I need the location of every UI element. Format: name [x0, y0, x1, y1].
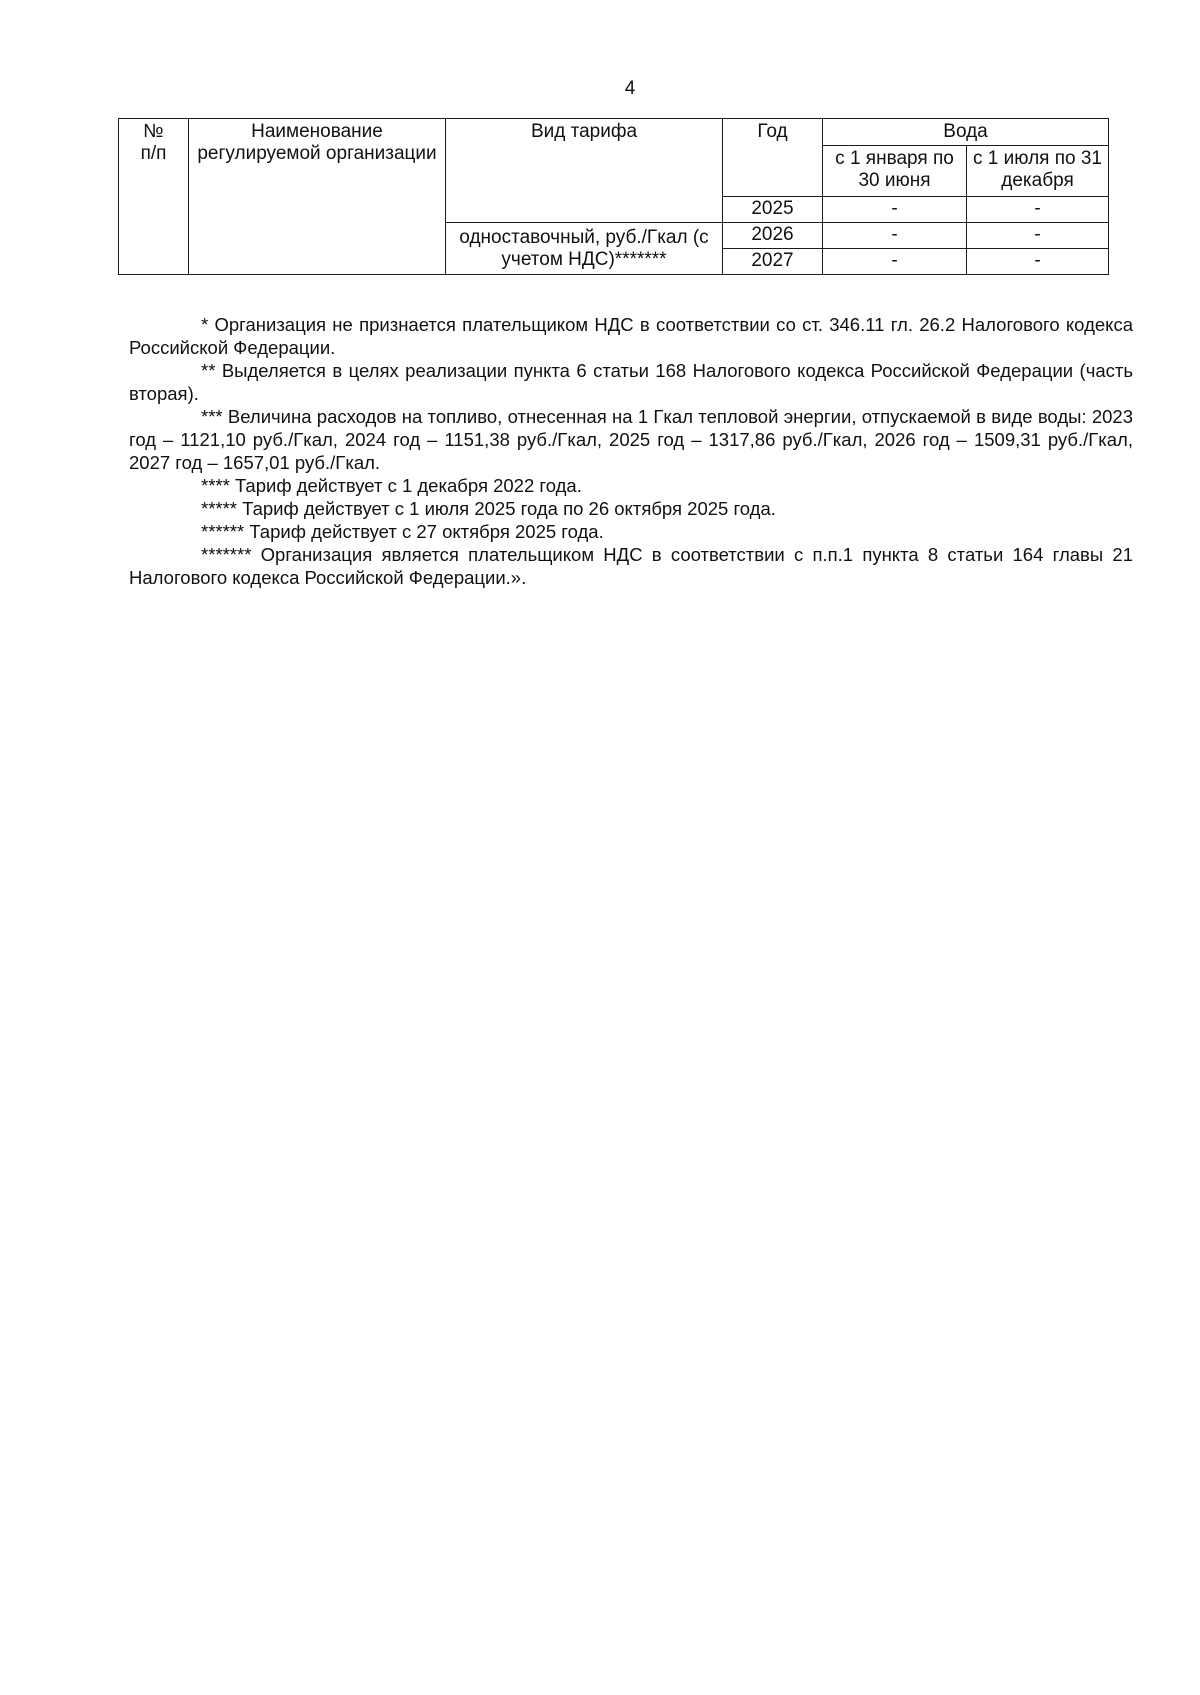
header-water-label: Вода	[943, 121, 988, 142]
period2-cell: -	[967, 249, 1109, 275]
table-header-row	[119, 119, 1109, 146]
header-period1	[823, 146, 967, 197]
header-num	[119, 119, 189, 223]
footnote: ******* Организация является плательщиком НДС в соответствии с п.п.1 пункта 8 статьи 164 главы 21 Налогового кодекса Российской Федерации.».	[129, 544, 1133, 588]
period1-cell: -	[823, 249, 967, 275]
tariff-label-cell: одноставочный, руб./Гкал (с учетом НДС)*******	[446, 223, 723, 275]
period1-cell: -	[823, 223, 967, 249]
period2-cell: -	[967, 197, 1109, 223]
period1-cell: -	[823, 197, 967, 223]
header-org	[189, 119, 446, 223]
table-row	[119, 223, 1109, 249]
header-water	[823, 119, 1109, 146]
footnote: ** Выделяется в целях реализации пункта 6 статьи 168 Налогового кодекса Российской Федерации (часть вторая).	[129, 360, 1133, 404]
footnote: * Организация не признается плательщиком НДС в соответствии со ст. 346.11 гл. 26.2 Налогового кодекса Российской Федерации.	[129, 314, 1133, 358]
year-cell: 2027	[723, 249, 823, 275]
header-year-label: Год	[757, 121, 788, 142]
period2-cell: -	[967, 223, 1109, 249]
header-num-label: № п/п	[140, 121, 167, 164]
footnotes	[129, 313, 1133, 589]
year-cell: 2025	[723, 197, 823, 223]
header-org-label: Наименование регулируемой организации	[197, 121, 437, 164]
num-cell	[119, 223, 189, 275]
header-tariff-type	[446, 119, 723, 223]
year-cell: 2026	[723, 223, 823, 249]
tariff-table	[118, 118, 1109, 275]
header-period2-label: с 1 июля по 31 декабря	[973, 148, 1102, 191]
header-tariff-type-label: Вид тарифа	[530, 121, 638, 142]
header-period1-label: с 1 января по 30 июня	[835, 148, 954, 191]
header-year	[723, 119, 823, 197]
footnote: ****** Тариф действует с 27 октября 2025 года.	[201, 521, 604, 542]
header-period2	[967, 146, 1109, 197]
footnote: *** Величина расходов на топливо, отнесенная на 1 Гкал тепловой энергии, отпускаемой в виде воды: 2023 год – 1121,10 руб./Гкал, 2024 год – 1151,38 руб./Гкал, 2025 год – 1317,86 руб./Гкал, 2026 год – 1509,31 руб./Гкал, 2027 год – 1657,01 руб./Гкал.	[129, 406, 1133, 473]
footnote: ***** Тариф действует с 1 июля 2025 года по 26 октября 2025 года.	[201, 498, 776, 519]
footnote: **** Тариф действует с 1 декабря 2022 года.	[201, 475, 582, 496]
page-number: 4	[624, 78, 636, 99]
org-cell	[189, 223, 446, 275]
